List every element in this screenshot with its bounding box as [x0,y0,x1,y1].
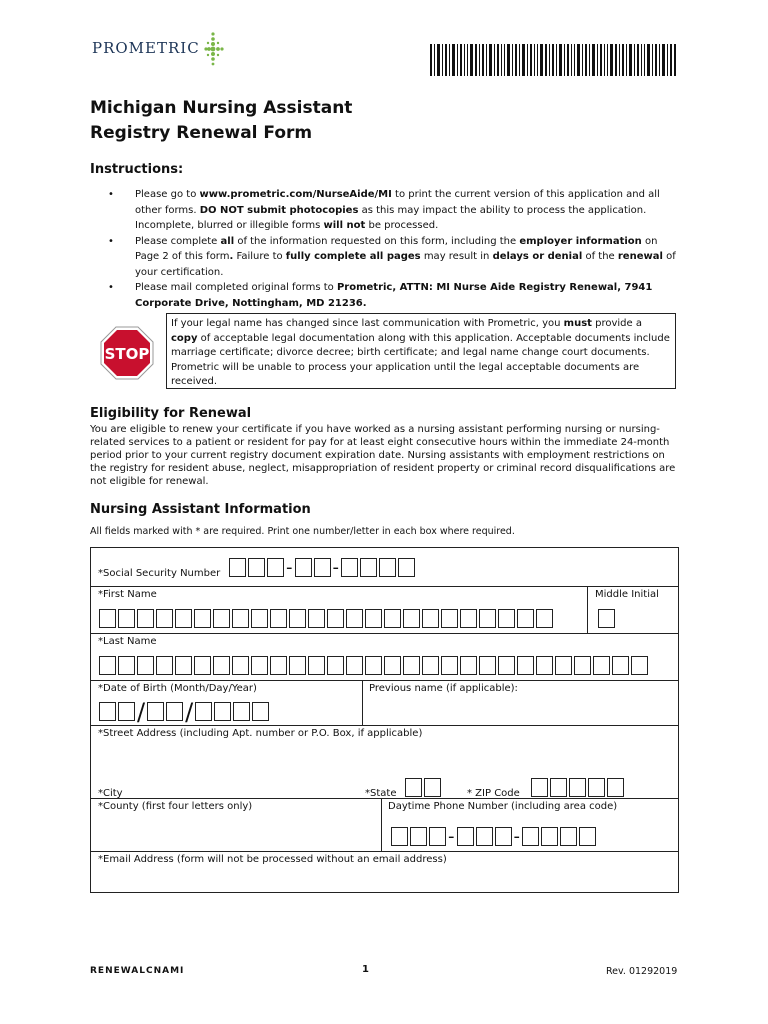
letter-box[interactable] [574,656,591,675]
text: to print the current version of this application and all other forms. [135,189,660,216]
digit-box[interactable] [252,702,269,721]
bold-text: copy [171,332,198,344]
digit-box[interactable] [560,827,577,846]
digit-box[interactable] [429,827,446,846]
digit-box[interactable] [398,558,415,577]
text: If your legal name has changed since last communication with Prometric, you [171,318,564,329]
title-line-1: Michigan Nursing Assistant [90,98,353,118]
text: may result in [420,251,493,262]
text: of acceptable legal documentation along with this application. Acceptable documents include marriage certificate; divorce decree; birth certificate; and legal name change court documents. Prometric will be unable to process your application until the legal acceptable documents are received. [171,332,670,387]
digit-box[interactable] [476,827,493,846]
digit-box[interactable] [147,702,164,721]
letter-box[interactable] [175,609,192,628]
letter-box[interactable] [536,656,553,675]
letter-box[interactable] [308,656,325,675]
digit-box[interactable] [588,778,605,797]
page-number: 1 [362,964,369,975]
letter-box[interactable] [137,609,154,628]
mailing-address: Prometric, ATTN: MI Nurse Aide Registry Renewal, 7941 Corporate Drive, Nottingham, MD 21236. [135,282,653,309]
letter-box[interactable] [137,656,154,675]
letter-box[interactable] [156,656,173,675]
text: as this may impact the ability to process the application. Incomplete, blurred or illegible forms [135,204,647,231]
bold-text: employer information [519,235,642,247]
middle-initial-input[interactable] [598,609,617,628]
bullet-icon: • [108,282,114,293]
ssn-input[interactable] [229,558,417,577]
slash-separator: / [137,697,146,726]
digit-box[interactable] [314,558,331,577]
letter-box[interactable] [612,656,629,675]
dash-separator: - [448,825,455,847]
digit-box[interactable] [118,702,135,721]
text: provide a [591,318,642,329]
last-name-label: *Last Name [98,636,157,647]
city-label: *City [98,788,123,799]
letter-box[interactable] [479,609,496,628]
text: Please mail completed original forms to [135,282,337,293]
letter-box[interactable] [289,609,306,628]
phone-input[interactable] [391,827,598,846]
letter-box[interactable] [346,656,363,675]
zip-code-input[interactable] [531,778,626,797]
revision-date: Rev. 01292019 [606,966,678,977]
letter-box[interactable] [365,609,382,628]
list-item [108,187,678,234]
logo-star-icon [202,30,224,66]
dob-label: *Date of Birth (Month/Day/Year) [98,683,257,694]
letter-box[interactable] [213,656,230,675]
letter-box[interactable] [403,609,420,628]
letter-box[interactable] [422,656,439,675]
bold-text: fully complete all pages [285,251,421,262]
middle-initial-label: Middle Initial [595,589,659,600]
digit-box[interactable] [214,702,231,721]
digit-box[interactable] [267,558,284,577]
dash-separator: - [332,556,339,578]
letter-box[interactable] [384,656,401,675]
text: Please go to [135,189,200,200]
bold-text: delays or denial [492,251,583,262]
digit-box[interactable] [248,558,265,577]
letter-box[interactable] [213,609,230,628]
nursing-assistant-info-heading: Nursing Assistant Information [90,502,311,517]
instruction-list [108,187,678,311]
digit-box[interactable] [569,778,586,797]
text: of the information requested on this form, including the [234,235,520,247]
bullet-icon: • [108,189,114,200]
bold-text: will not [323,220,366,231]
digit-box[interactable] [360,558,377,577]
letter-box[interactable] [232,656,249,675]
bold-text: all [220,235,235,247]
first-name-input[interactable] [99,609,555,628]
letter-box[interactable] [424,778,441,797]
letter-box[interactable] [631,656,648,675]
letter-box[interactable] [156,609,173,628]
letter-box[interactable] [384,609,401,628]
list-item [108,234,678,281]
letter-box[interactable] [289,656,306,675]
barcode-icon [430,44,676,76]
required-fields-note: All fields marked with * are required. Print one number/letter in each box where required. [90,526,515,537]
digit-box[interactable] [531,778,548,797]
street-address-label: *Street Address (including Apt. number or P.O. Box, if applicable) [98,728,423,739]
text: Failure to [233,251,286,262]
letter-box[interactable] [593,656,610,675]
letter-box[interactable] [517,609,534,628]
letter-box[interactable] [422,609,439,628]
letter-box[interactable] [99,656,116,675]
zip-code-label: * ZIP Code [467,788,520,799]
digit-box[interactable] [229,558,246,577]
letter-box[interactable] [460,609,477,628]
slash-separator: / [185,697,194,726]
letter-box[interactable] [555,656,572,675]
list-item [108,280,678,311]
dash-separator: - [513,825,520,847]
county-label: *County (first four letters only) [98,801,253,812]
digit-box[interactable] [166,702,183,721]
bold-text: DO NOT submit photocopies [199,204,359,216]
digit-box[interactable] [341,558,358,577]
digit-box[interactable] [607,778,624,797]
previous-name-label: Previous name (if applicable): [369,683,518,694]
bold-text: must [563,318,592,329]
letter-box[interactable] [598,609,615,628]
bold-text: renewal [617,251,663,262]
digit-box[interactable] [522,827,539,846]
letter-box[interactable] [327,656,344,675]
digit-box[interactable] [495,827,512,846]
letter-box[interactable] [346,609,363,628]
instructions-heading: Instructions: [90,162,184,177]
letter-box[interactable] [441,656,458,675]
digit-box[interactable] [391,827,408,846]
state-label: *State [365,788,397,799]
eligibility-heading: Eligibility for Renewal [90,406,252,421]
letter-box[interactable] [251,609,268,628]
page-title [90,96,352,146]
letter-box[interactable] [479,656,496,675]
bold-text: . [229,251,234,262]
letter-box[interactable] [460,656,477,675]
prometric-logo [92,30,224,66]
digit-box[interactable] [99,702,116,721]
logo-text: PROMETRIC [92,39,200,57]
text: be processed. [365,220,439,231]
phone-label: Daytime Phone Number (including area code) [388,801,618,812]
letter-box[interactable] [175,656,192,675]
bullet-icon: • [108,235,114,247]
letter-box[interactable] [251,656,268,675]
prometric-url: www.prometric.com/NurseAide/MI [199,189,392,200]
letter-box[interactable] [365,656,382,675]
eligibility-text: You are eligible to renew your certificate if you have worked as a nursing assistant performing nursing or nursing-related services to a patient or resident for pay for at least eight consecutive hours within the immediate 24-month period prior to your current registry document expiration date. Nursing assistants with employment restrictions on the registry for resident abuse, neglect, misappropriation of resident property or criminal record disqualifications are not eligible for renewal. [90,424,676,487]
letter-box[interactable] [99,609,116,628]
name-change-notice [166,313,676,389]
first-name-label: *First Name [98,589,157,600]
text: on Page 2 of this form [135,235,658,262]
letter-box[interactable] [498,609,515,628]
stop-sign-icon [100,326,154,380]
letter-box[interactable] [270,656,287,675]
ssn-label: *Social Security Number [98,568,221,579]
digit-box[interactable] [379,558,396,577]
digit-box[interactable] [550,778,567,797]
dob-input[interactable] [99,697,271,726]
stop-sign-text: STOP [104,345,150,363]
text: of the [582,251,618,262]
dash-separator: - [286,556,293,578]
digit-box[interactable] [195,702,212,721]
letter-box[interactable] [194,656,211,675]
letter-box[interactable] [327,609,344,628]
digit-box[interactable] [541,827,558,846]
text: of your certification. [135,251,676,278]
letter-box[interactable] [403,656,420,675]
letter-box[interactable] [270,609,287,628]
letter-box[interactable] [118,656,135,675]
digit-box[interactable] [457,827,474,846]
letter-box[interactable] [517,656,534,675]
letter-box[interactable] [441,609,458,628]
nursing-assistant-form [90,547,679,893]
letter-box[interactable] [536,609,553,628]
letter-box[interactable] [194,609,211,628]
last-name-input[interactable] [99,656,650,675]
letter-box[interactable] [308,609,325,628]
digit-box[interactable] [233,702,250,721]
letter-box[interactable] [118,609,135,628]
state-input[interactable] [405,778,443,797]
letter-box[interactable] [232,609,249,628]
digit-box[interactable] [410,827,427,846]
digit-box[interactable] [579,827,596,846]
text: Please complete [135,235,221,247]
digit-box[interactable] [295,558,312,577]
letter-box[interactable] [498,656,515,675]
title-line-2: Registry Renewal Form [90,123,313,143]
form-code: RENEWALCNAMI [90,966,185,976]
email-label: *Email Address (form will not be processed without an email address) [98,854,447,865]
letter-box[interactable] [405,778,422,797]
